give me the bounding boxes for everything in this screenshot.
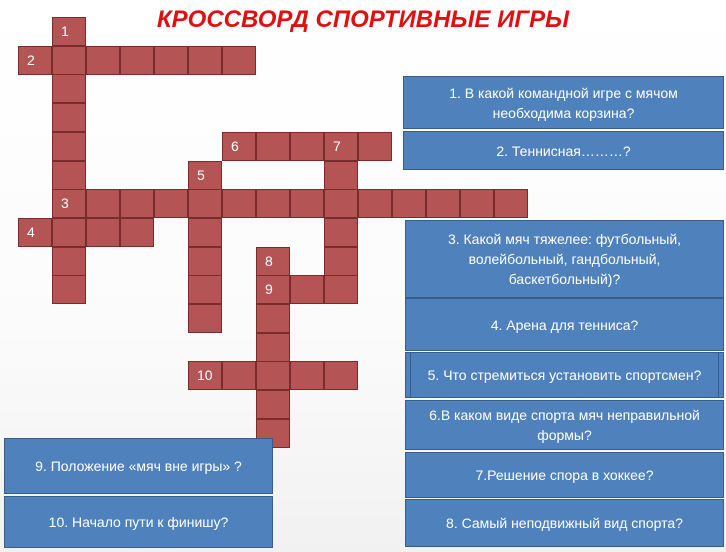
crossword-cell[interactable] (290, 275, 324, 304)
crossword-cell[interactable] (188, 161, 222, 190)
crossword-cell[interactable] (188, 46, 222, 75)
clue-5-text: 5. Что стремиться установить спортсмен? (427, 367, 702, 383)
crossword-cell[interactable] (120, 189, 154, 218)
crossword-cell[interactable] (494, 189, 528, 218)
clue-9[interactable] (4, 438, 273, 494)
crossword-cell[interactable] (256, 333, 290, 362)
crossword-cell[interactable] (188, 361, 222, 390)
crossword-cell[interactable] (222, 189, 256, 218)
clue-1-text: 1. В какой командной игре с мячом необходима корзина? (449, 84, 678, 121)
crossword-cell[interactable] (52, 132, 86, 161)
crossword-cell[interactable] (222, 46, 256, 75)
crossword-cell[interactable] (52, 275, 86, 304)
crossword-cell[interactable] (154, 46, 188, 75)
crossword-cell[interactable] (154, 189, 188, 218)
crossword-cell[interactable] (358, 132, 392, 161)
clue-8[interactable] (405, 499, 724, 547)
crossword-cell[interactable] (120, 46, 154, 75)
crossword-cell[interactable] (86, 46, 120, 75)
crossword-cell[interactable] (188, 189, 222, 218)
cell-number: 3 (61, 195, 69, 211)
crossword-cell[interactable] (324, 132, 358, 161)
crossword-cell[interactable] (18, 218, 52, 247)
clue-10-text: 10. Начало пути к финишу? (48, 514, 229, 530)
crossword-cell[interactable] (324, 361, 358, 390)
clue-8-text: 8. Самый неподвижный вид спорта? (446, 515, 683, 531)
crossword-cell[interactable] (52, 46, 86, 75)
crossword-cell[interactable] (256, 275, 290, 304)
crossword-cell[interactable] (86, 189, 120, 218)
crossword-cell[interactable] (120, 218, 154, 247)
crossword-cell[interactable] (188, 247, 222, 276)
cell-number: 5 (197, 167, 205, 183)
crossword-cell[interactable] (324, 218, 358, 247)
crossword-cell[interactable] (290, 361, 324, 390)
crossword-cell[interactable] (52, 189, 86, 218)
crossword-cell[interactable] (324, 189, 358, 218)
crossword-cell[interactable] (188, 275, 222, 304)
clue-2-text: 2. Теннисная………? (496, 142, 631, 159)
crossword-cell[interactable] (392, 189, 426, 218)
clue-3[interactable] (405, 220, 724, 298)
page-title: КРОССВОРД СПОРТИВНЫЕ ИГРЫ (156, 6, 570, 33)
crossword-cell[interactable] (358, 189, 392, 218)
crossword-cell[interactable] (426, 189, 460, 218)
cell-number: 4 (27, 224, 35, 240)
clue-5[interactable] (405, 352, 724, 398)
crossword-cell[interactable] (188, 218, 222, 247)
crossword-cell[interactable] (460, 189, 494, 218)
clue-7-text: 7.Решение спора в хоккее? (475, 467, 654, 483)
crossword-cell[interactable] (52, 218, 86, 247)
crossword-cell[interactable] (86, 218, 120, 247)
crossword-cell[interactable] (222, 132, 256, 161)
clue-7[interactable] (405, 452, 724, 498)
clue-4[interactable] (405, 298, 724, 351)
crossword-cell[interactable] (256, 361, 290, 390)
cell-number: 8 (265, 253, 273, 269)
cell-number: 1 (61, 23, 69, 39)
crossword-cell[interactable] (256, 189, 290, 218)
clue-1[interactable] (403, 76, 724, 129)
crossword-cell[interactable] (324, 161, 358, 190)
clue-6-text: 6.В каком виде спорта мяч неправильной формы? (429, 407, 700, 443)
crossword-cell[interactable] (290, 132, 324, 161)
cell-number: 9 (265, 281, 273, 297)
crossword-cell[interactable] (52, 17, 86, 46)
crossword-cell[interactable] (188, 304, 222, 333)
clue-2[interactable] (403, 131, 724, 170)
crossword-cell[interactable] (290, 189, 324, 218)
cell-number: 6 (231, 138, 239, 154)
crossword-cell[interactable] (52, 74, 86, 103)
crossword-cell[interactable] (52, 247, 86, 276)
clue-10[interactable] (4, 496, 273, 548)
clue-6[interactable] (405, 400, 724, 450)
clue-9-text: 9. Положение «мяч вне игры» ? (35, 458, 242, 474)
crossword-cell[interactable] (256, 390, 290, 419)
cell-number: 7 (333, 138, 341, 154)
crossword-cell[interactable] (256, 132, 290, 161)
crossword-cell[interactable] (222, 361, 256, 390)
crossword-cell[interactable] (256, 304, 290, 333)
crossword-cell[interactable] (324, 275, 358, 304)
cell-number: 10 (197, 367, 213, 383)
crossword-cell[interactable] (256, 247, 290, 276)
cell-number: 2 (27, 52, 35, 68)
crossword-cell[interactable] (52, 103, 86, 132)
crossword-cell[interactable] (52, 161, 86, 190)
clue-4-text: 4. Арена для тенниса? (490, 316, 639, 333)
crossword-cell[interactable] (324, 247, 358, 276)
clue-3-text: 3. Какой мяч тяжелее: футбольный, волейбольный, гандбольный, баскетбольный)? (447, 231, 682, 287)
crossword-cell[interactable] (18, 46, 52, 75)
